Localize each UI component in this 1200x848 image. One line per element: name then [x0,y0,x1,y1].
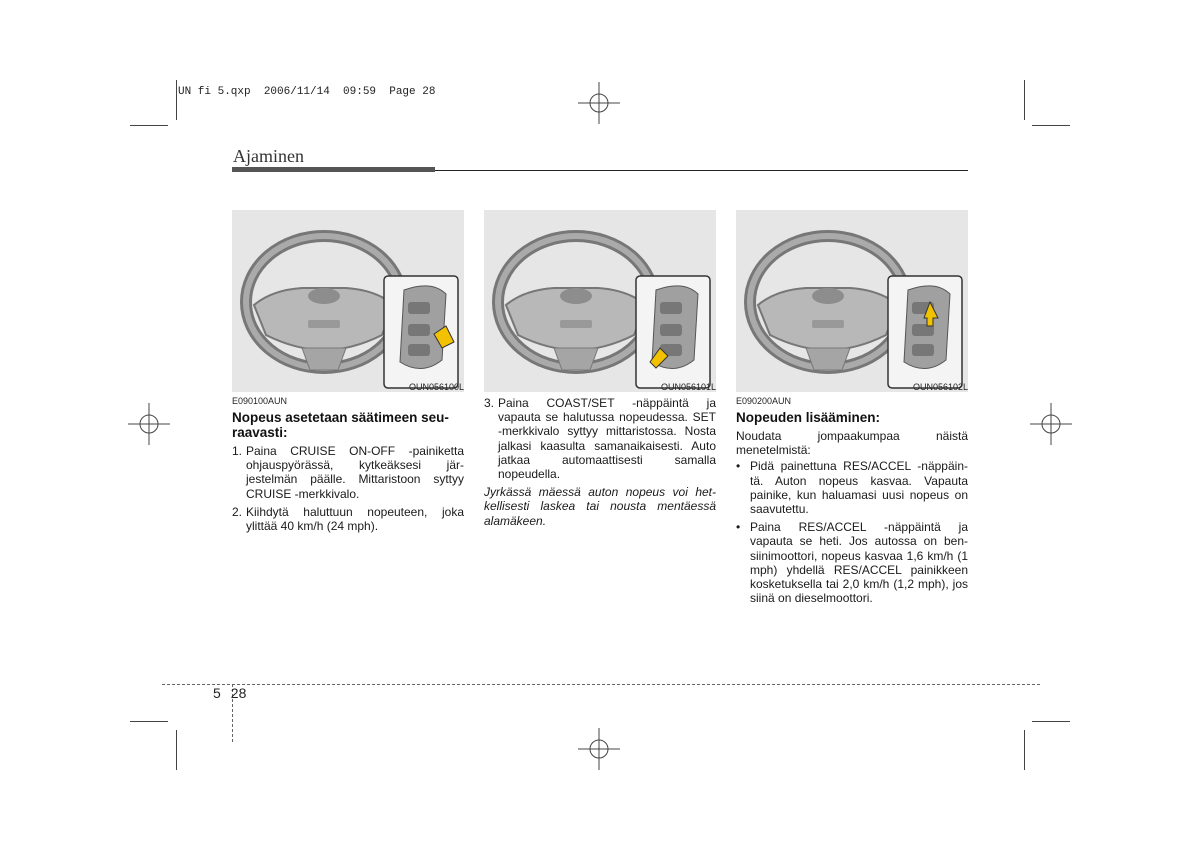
section-heading [232,410,464,440]
page-number-value: 28 [230,685,247,701]
steering-wheel-figure-2 [484,210,716,392]
footer-rule [162,684,1040,685]
list-text: Paina RES/ACCEL -näppäintä ja vapauta se heti. Jos autossa on ben-siinimoottori, nopeus kasvaa 1,6 km/h (1 mph) yhdellä RES/ACCEL painikkeen kosketuksella tai 2,0 km/h (1,2 mph), jos siinä on dieselmoottori. [750,520,968,606]
instruction-list [232,444,464,533]
steering-wheel-figure-1 [232,210,464,392]
chapter-number: 5 [213,685,221,701]
list-marker: 1. [232,444,243,458]
section-heading: Nopeuden lisääminen: [736,410,881,425]
list-marker: 3. [484,396,495,410]
page-number [213,685,246,701]
title-rule-thick [232,167,435,172]
registration-mark-right [1030,403,1072,445]
figure-caption: OUN056101L [660,382,716,392]
section-code: E090200AUN [736,396,792,406]
registration-mark-left [128,403,170,445]
list-text: Paina CRUISE ON-OFF -painiketta ohjauspyörässä, kytkeäksesi jär-jestelmän päälle. Mittaristoon syttyy CRUISE -merkkivalo. [246,444,464,501]
list-text: Paina COAST/SET -näppäintä ja vapauta se halutussa nopeudessa. SET -merkkivalo syttyy mittaristossa. Nosta jalkasi kaasulta samanaikaisesti. Auto jatkaa automaattisesti samalla nopeudella. [498,396,716,482]
column-2 [484,396,716,528]
steering-wheel-illustration [736,210,968,392]
heading-line: Nopeus asetetaan säätimeen seu- [232,410,449,425]
list-item [736,520,968,605]
registration-mark-top [578,82,620,124]
list-text: Pidä painettuna RES/ACCEL -näppäin-tä. Auton nopeus kasvaa. Vapauta painike, kun haluamasi uusi nopeus on saavutettu. [750,459,968,517]
instruction-list [484,396,716,481]
figure-caption: OUN056100L [408,382,464,392]
title-rule-thin [435,170,968,171]
crop-mark [176,730,177,770]
crop-mark [130,125,168,126]
list-item [484,396,716,481]
registration-mark-bottom [578,728,620,770]
list-item [736,459,968,516]
column-3 [736,396,968,609]
list-marker: • [736,459,741,474]
column-1 [232,396,464,537]
bullet-list [736,459,968,605]
crop-mark [1032,125,1070,126]
list-item [232,444,464,501]
steering-wheel-illustration [232,210,464,392]
crop-mark [1024,80,1025,120]
steering-wheel-figure-3 [736,210,968,392]
list-marker: • [736,520,741,535]
crop-mark [130,721,168,722]
print-header: UN fi 5.qxp 2006/11/14 09:59 Page 28 [178,86,436,98]
section-code: E090100AUN [232,396,288,406]
list-text: Kiihdytä haluttuun nopeuteen, joka ylittää 40 km/h (24 mph). [246,504,464,534]
crop-mark [176,80,177,120]
figure-caption: OUN056102L [912,382,968,392]
crop-mark [1032,721,1070,722]
section-title: Ajaminen [233,146,304,166]
note-text: Jyrkässä mäessä auton nopeus voi het-kellisesti laskea tai nousta mentäessä alamäkeen. [484,485,716,528]
crop-mark [1024,730,1025,770]
list-item [232,505,464,533]
intro-text: Noudata jompaakumpaa näistä menetelmistä: [736,429,968,458]
list-marker: 2. [232,504,243,519]
steering-wheel-illustration [484,210,716,392]
heading-line: raavasti: [232,425,288,440]
